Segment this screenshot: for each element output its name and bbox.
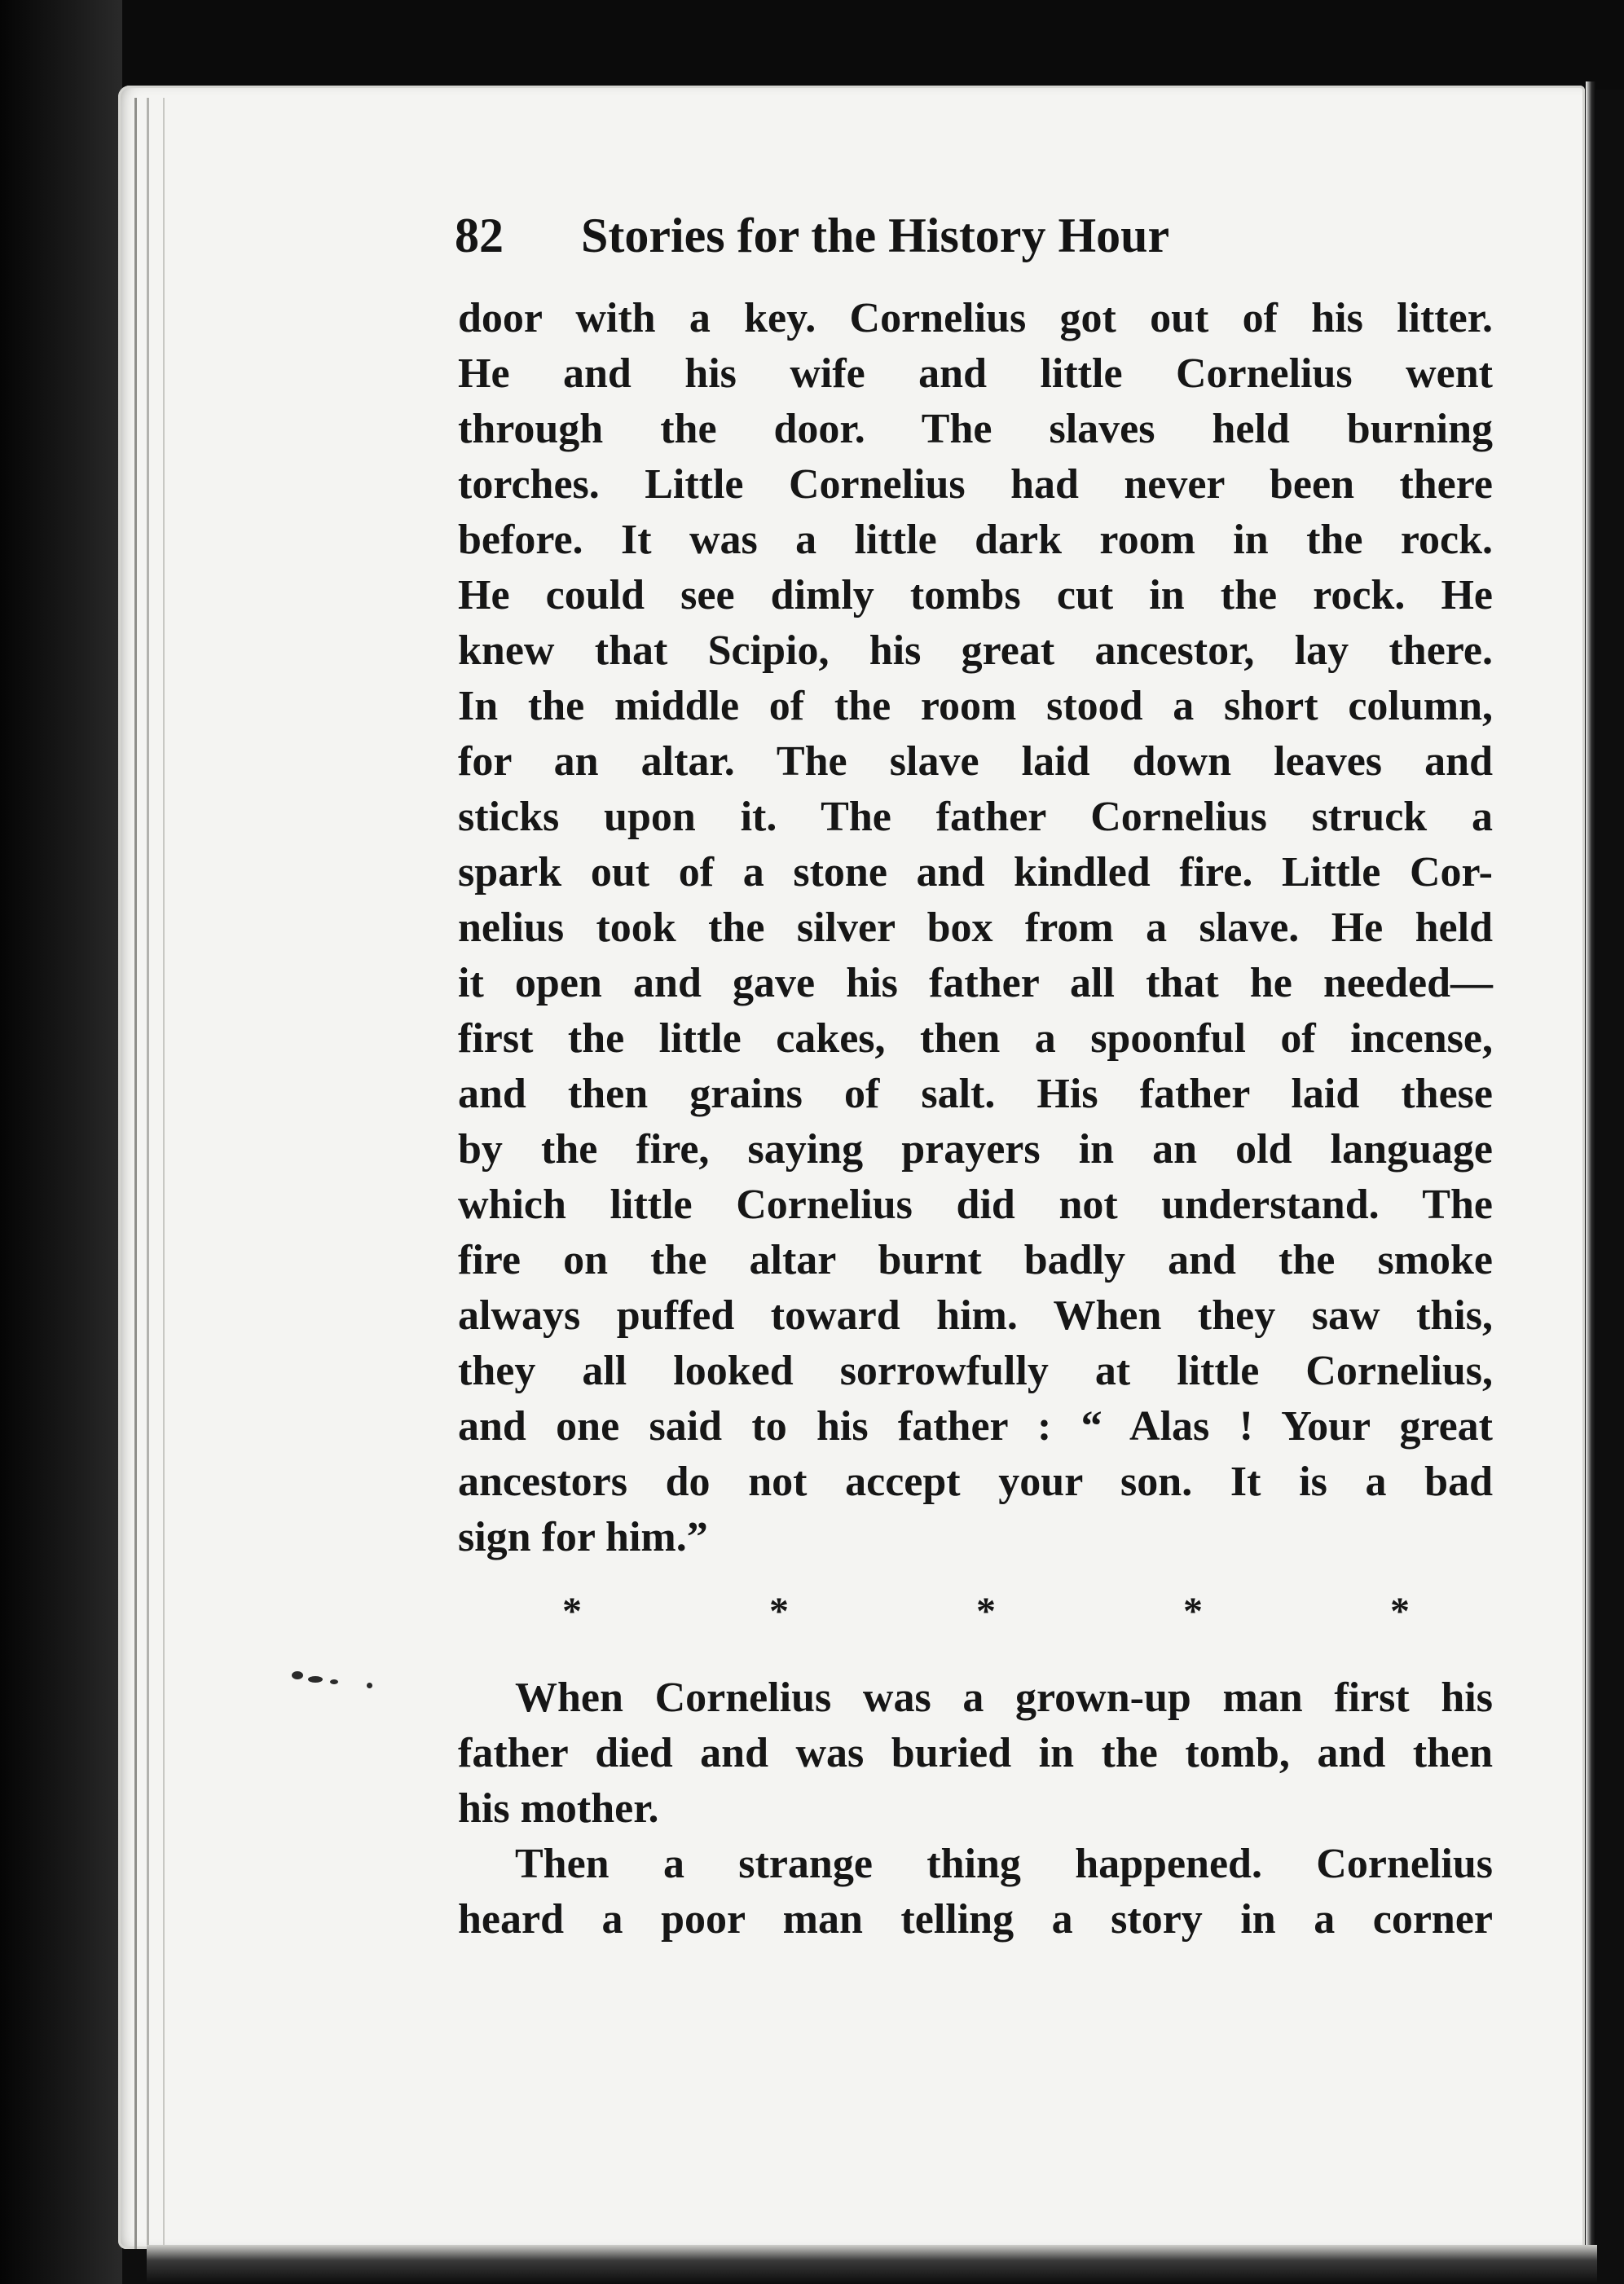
scan-top-border [0, 0, 1624, 90]
text-line: sign for him.” [458, 1514, 708, 1560]
text-line: and one said to his father : “ Alas ! Your great [458, 1403, 1493, 1450]
text-line: for an altar. The slave laid down leaves and [458, 738, 1493, 785]
text-line: they all looked sorrowfully at little Cornelius, [458, 1348, 1493, 1394]
text-line: knew that Scipio, his great ancestor, lay there. [458, 627, 1493, 674]
text-line: nelius took the silver box from a slave. He held [458, 904, 1493, 951]
text-line: through the door. The slaves held burning [458, 406, 1493, 452]
separator-asterisk: * [562, 1590, 582, 1633]
page-edge-line [134, 98, 137, 2249]
text-line: and then grains of salt. His father laid these [458, 1071, 1493, 1117]
page-right-edge [1586, 81, 1595, 2273]
text-line: spark out of a stone and kindled fire. Little Cor- [458, 849, 1493, 896]
text-line: He could see dimly tombs cut in the rock. He [458, 572, 1493, 618]
running-header [455, 208, 1351, 273]
text-line: sticks upon it. The father Cornelius struck a [458, 794, 1493, 840]
ink-speck-marks [285, 1666, 383, 1699]
text-line: fire on the altar burnt badly and the smoke [458, 1237, 1493, 1283]
text-line: first the little cakes, then a spoonful of incense, [458, 1015, 1493, 1062]
text-line: which little Cornelius did not understand. The [458, 1182, 1493, 1228]
text-line: by the fire, saying prayers in an old language [458, 1126, 1493, 1173]
separator-asterisk: * [976, 1590, 996, 1633]
text-line: always puffed toward him. When they saw this, [458, 1292, 1493, 1339]
page-edge-line [163, 98, 165, 2249]
text-line: He and his wife and little Cornelius went [458, 350, 1493, 397]
text-line: his mother. [458, 1785, 659, 1832]
text-line: before. It was a little dark room in the rock. [458, 517, 1493, 563]
text-line: When Cornelius was a grown-up man first his [515, 1674, 1493, 1721]
text-line: heard a poor man telling a story in a corner [458, 1896, 1493, 1943]
paragraph-body [458, 1670, 1493, 1947]
separator-asterisk: * [1183, 1590, 1203, 1633]
text-line: Then a strange thing happened. Cornelius [515, 1841, 1493, 1887]
separator-asterisk: * [769, 1590, 789, 1633]
page-edge-line [147, 98, 149, 2249]
separator-asterisk: * [1390, 1590, 1410, 1633]
text-line: torches. Little Cornelius had never been there [458, 461, 1493, 508]
running-title: Stories for the History Hour [581, 209, 1170, 262]
text-line: In the middle of the room stood a short column, [458, 683, 1493, 729]
page-number: 82 [455, 209, 504, 262]
paragraph-continued [458, 291, 1493, 1565]
text-line: it open and gave his father all that he needed— [458, 960, 1493, 1006]
section-separator [562, 1589, 1410, 1646]
text-line: door with a key. Cornelius got out of his litter. [458, 295, 1493, 341]
text-line: ancestors do not accept your son. It is a bad [458, 1459, 1493, 1505]
page-bottom-edge [147, 2245, 1597, 2284]
book-binding-shadow [0, 0, 122, 2284]
text-line: father died and was buried in the tomb, and then [458, 1730, 1493, 1776]
